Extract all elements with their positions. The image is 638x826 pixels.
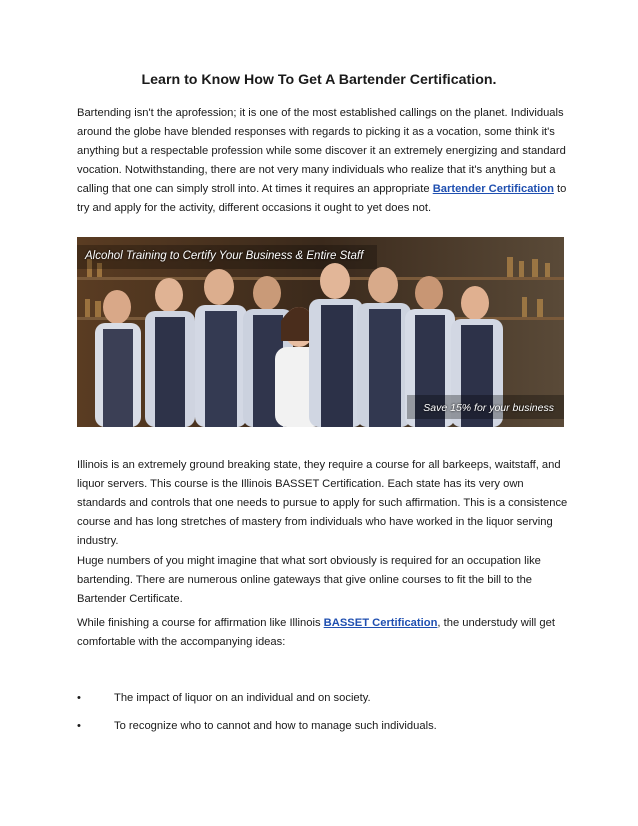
list-item-text: To recognize who to cannot and how to manage such individuals. [114, 720, 437, 732]
bullet-marker: • [77, 692, 81, 704]
photo-banner-caption: Alcohol Training to Certify Your Business & Entire Staff [85, 250, 364, 262]
intro-text-after-link: to try and apply for the activity, different occasions it ought to yet does not. [77, 183, 567, 215]
bartender-staff-photo [77, 237, 564, 427]
bartender-certification-link[interactable]: Bartender Certification [432, 183, 554, 196]
bullet-marker: • [77, 720, 81, 732]
illinois-paragraph: Illinois is an extremely ground breaking state, they require a course for all barkeeps, waitstaff, and liquor servers. This course is the Illinois BASSET Certification. Each state has its very own standards and controls that one needs to pursue to apply for such affirmation. This is a consistence course and has long stretches of mastery from individuals who have worked in the liquor serving industry. [77, 459, 568, 548]
online-courses-paragraph: Huge numbers of you might imagine that what sort obviously is required for an occupation like bartending. There are numerous online gateways that give online courses to fit the bill to the Bartender Certificate. [77, 555, 541, 606]
photo-promo-caption: Save 15% for your business [423, 402, 554, 414]
intro-paragraph [77, 104, 569, 219]
basset-certification-link[interactable]: BASSET Certification [323, 617, 438, 629]
list-item-text: The impact of liquor on an individual and on society. [114, 692, 371, 704]
concepts-text-before-link: While finishing a course for affirmation like Illinois [77, 617, 324, 629]
document-title: Learn to Know How To Get A Bartender Certification. [141, 72, 497, 88]
concepts-intro-paragraph [77, 614, 569, 652]
intro-text-before-link: Bartending isn't the aprofession; it is one of the most established callings on the planet. Individuals around the globe have blended responses with regards to picking it as a vocation, some think it's anything but a respectable profession while some discover it an extremely energizing and standard vocation. Notwithstanding, there are not very many individuals who realize that it's anything but a calling that one can simply stroll into. At times it requires an appropriate [77, 107, 566, 196]
photo-illustration [77, 237, 564, 427]
concepts-text-after-link: , the understudy will get comfortable with the accompanying ideas: [77, 617, 555, 649]
